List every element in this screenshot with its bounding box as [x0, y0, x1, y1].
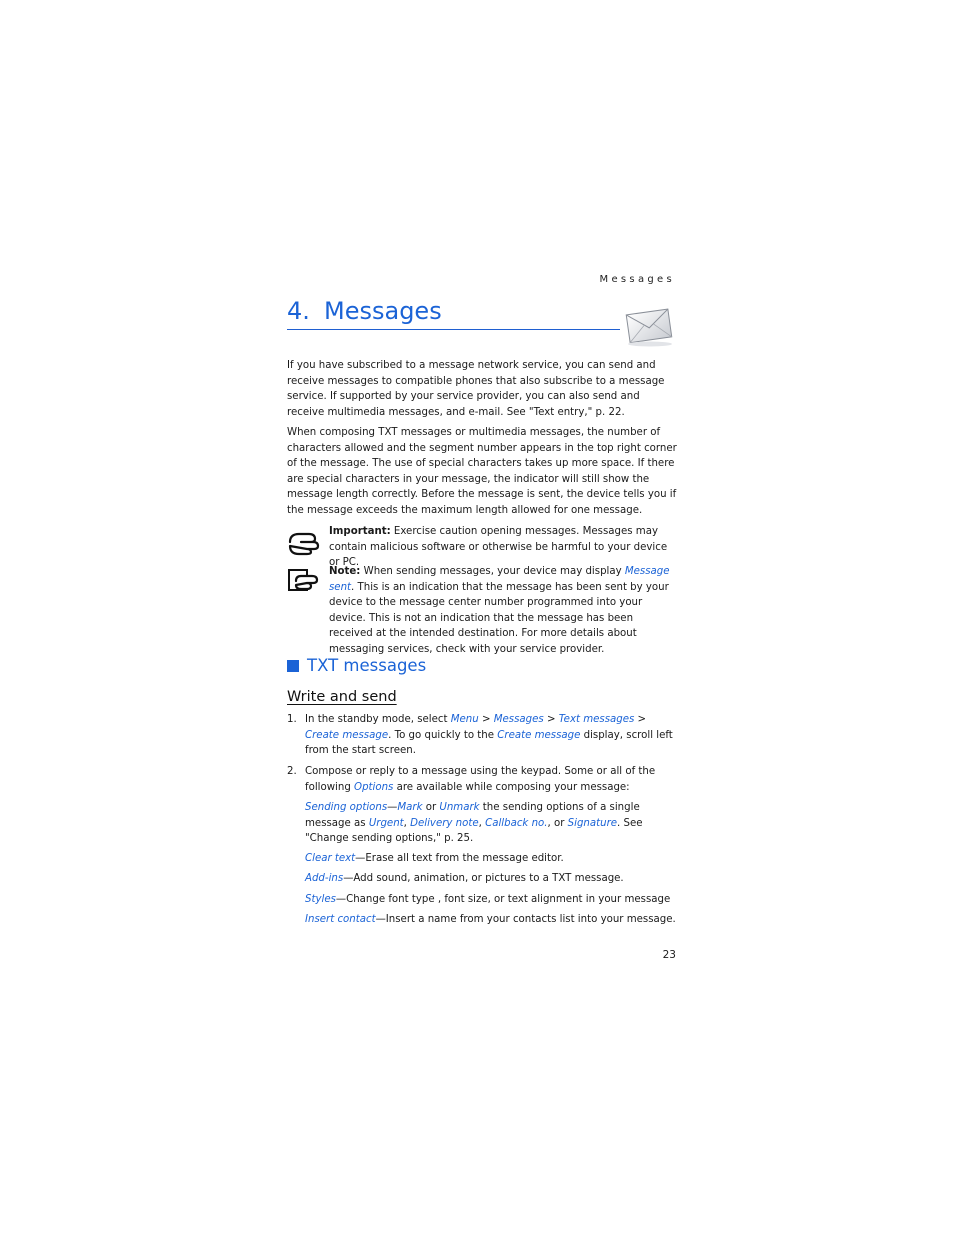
section-heading [287, 656, 426, 675]
envelope-icon [620, 304, 676, 348]
option-add-ins: Add-ins—Add sound, animation, or pictures to a TXT message. [305, 873, 624, 884]
intro-paragraph-1: If you have subscribed to a message network service, you can send and receive messages to compatible phones that also subscribe to a message service. If supported by your service provider, you can also send and receive multimedia messages, and e-mail. See "Text entry," p. 22. [287, 360, 665, 418]
important-text: Exercise caution opening messages. Messages may contain malicious software or otherwise be harmful to your device or PC. [329, 526, 668, 569]
options-link: Options [354, 781, 394, 793]
step-1: In the standby mode, select Menu > Messages > Text messages > Create message. To go quickly to the Create message display, scroll left from the start screen. [305, 714, 673, 757]
important-label: Important: [329, 526, 391, 537]
step-number: 2. [287, 766, 297, 777]
message-sent-link: Message sent [329, 566, 670, 593]
note-hand-icon [287, 568, 321, 594]
option-clear-text: Clear text—Erase all text from the message editor. [305, 853, 564, 864]
option-styles: Styles—Change font type , font size, or text alignment in your message [305, 894, 671, 905]
chapter-title: Messages [324, 297, 442, 325]
important-hand-icon [287, 530, 321, 556]
text-messages-link: Text messages [558, 714, 635, 725]
create-message-link: Create message [305, 729, 389, 741]
section-title: TXT messages [307, 656, 427, 675]
chapter-heading [287, 296, 620, 330]
chapter-number: 4. [287, 297, 310, 325]
running-head: Messages [599, 274, 675, 285]
option-sending-options: Sending options—Mark or Unmark the sending options of a single message as Urgent, Delivery note, Callback no., or Signature. See "Change sending options," p. 25. [305, 802, 643, 845]
messages-link: Messages [493, 714, 544, 725]
info-note: Note: When sending messages, your device may display Message sent. This is an indication that the message has been sent by your device to the message center number programmed into your device. This is not an indication that the message has been received at the intended destination. For more details about messaging services, check with your service provider. [329, 566, 670, 655]
intro-paragraph-2: When composing TXT messages or multimedia messages, the number of characters allowed and the segment number appears in the top right corner of the message. The use of special characters takes up more space. If there are special characters in your message, the indicator will still show the message length correctly. Before the message is sent, the device tells you if the message exceeds the maximum length allowed for one message. [287, 427, 677, 516]
step-number: 1. [287, 714, 297, 725]
subsection-heading: Write and send [287, 689, 397, 705]
menu-link: Menu [450, 714, 479, 725]
section-square-icon [287, 660, 299, 672]
page-number: 23 [662, 949, 676, 961]
note-label: Note: [329, 566, 361, 577]
option-insert-contact: Insert contact—Insert a name from your contacts list into your message. [305, 914, 676, 925]
step-2: Compose or reply to a message using the keypad. Some or all of the following Options are available while composing your message: [305, 766, 656, 793]
create-message-display-link: Create message [497, 729, 581, 741]
